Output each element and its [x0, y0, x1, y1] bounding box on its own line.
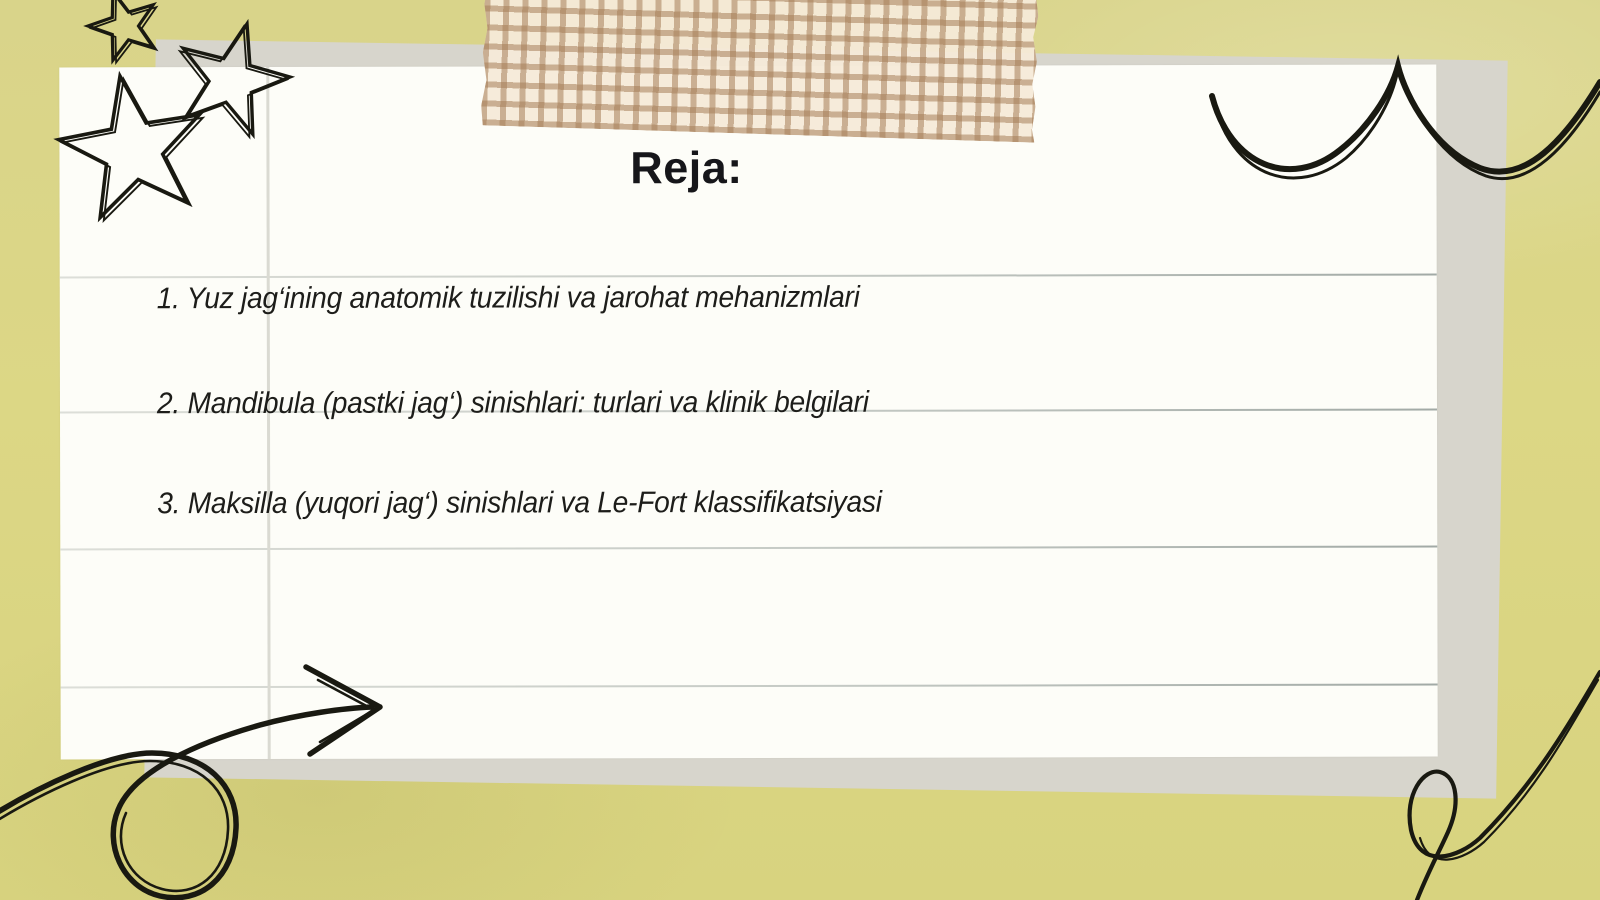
plan-item-1: 1. Yuz jag‘ining anatomik tuzilishi va jarohat mehanizmlari: [156, 280, 860, 316]
swirl-doodle-icon: [1200, 0, 1600, 210]
star-icon: [88, 0, 156, 63]
plan-item-3: 3. Maksilla (yuqori jag‘) sinishlari va Le-Fort klassifikatsiyasi: [157, 485, 882, 521]
curl-doodle-icon: [1380, 660, 1600, 900]
star-icon: [59, 76, 203, 220]
arrow-doodle-icon: [0, 620, 420, 900]
washi-tape: [481, 0, 1040, 143]
plan-item-2: 2. Mandibula (pastki jag‘) sinishlari: turlari va klinik belgilari: [156, 385, 869, 421]
stars-doodle-icon: [20, 0, 320, 237]
slide-title: Reja:: [630, 142, 743, 194]
